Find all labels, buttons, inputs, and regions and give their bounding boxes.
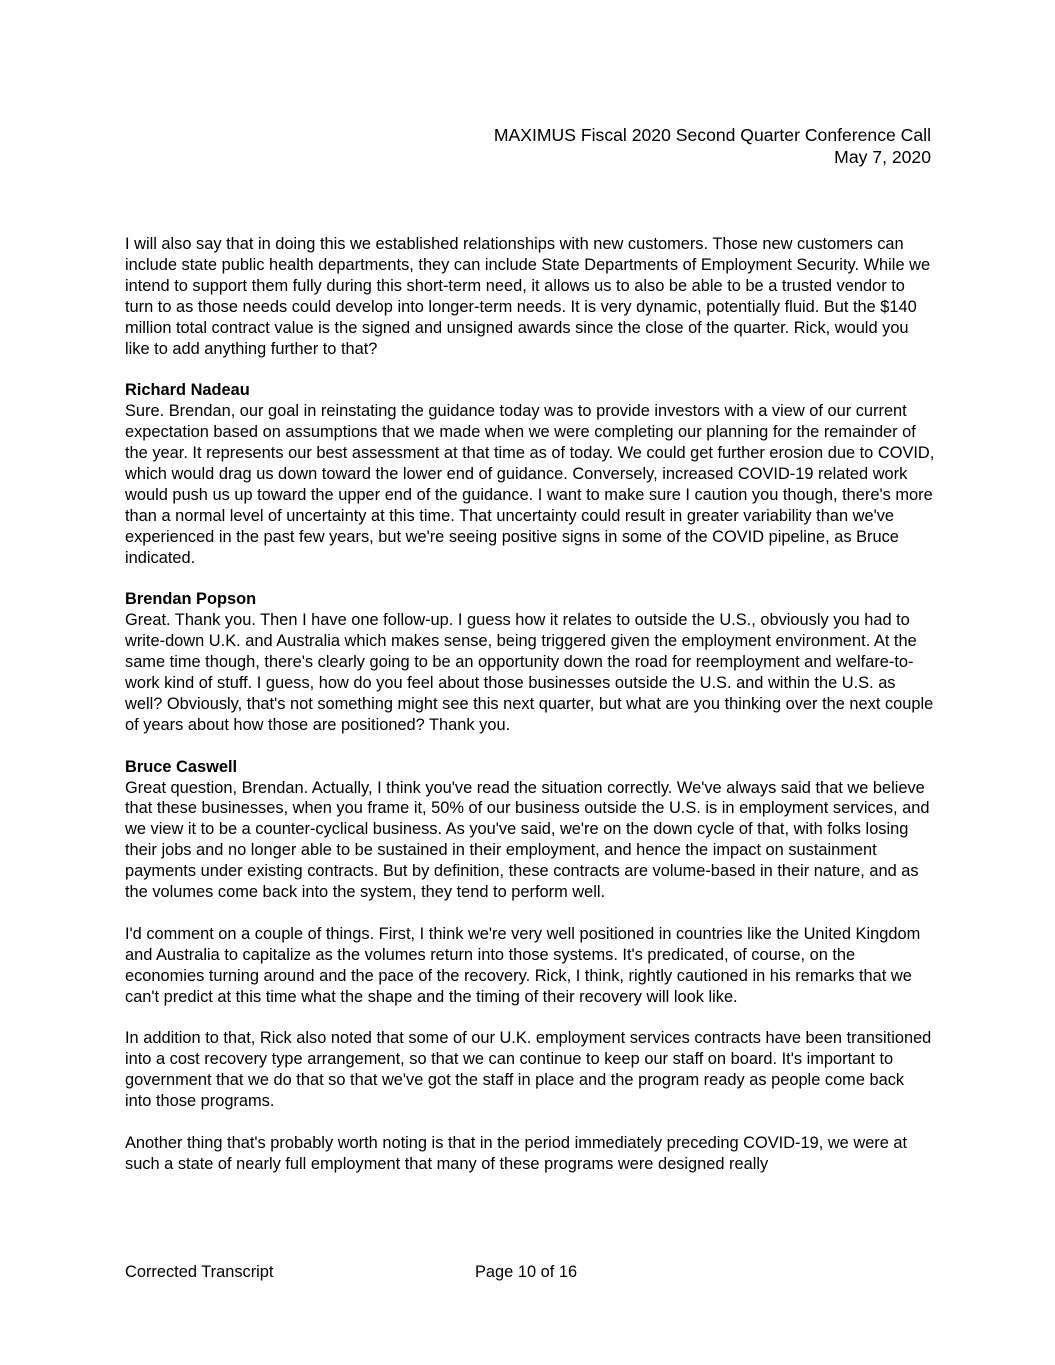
speaker-block: [125, 757, 935, 903]
paragraph: Another thing that's probably worth noting is that in the period immediately preceding COVID-19, we were at such a state of nearly full employment that many of these programs were designed really: [125, 1133, 908, 1173]
paragraph: In addition to that, Rick also noted that some of our U.K. employment services contracts have been transitioned into a cost recovery type arrangement, so that we can continue to keep our staff on board. It's important to government that we do that so that we've got the staff in place and the program ready as people come back into those programs.: [125, 1029, 932, 1111]
page-header: [494, 124, 931, 168]
speaker-block: [125, 380, 935, 568]
paragraph: I will also say that in doing this we established relationships with new customers. Those new customers can include state public health departments, they can include State Departments of Employment Security. While we intend to support them fully during this short-term need, it allows us to also be able to be a trusted vendor to turn to as those needs could develop into longer-term needs. It is very dynamic, potentially fluid. But the $140 million total contract value is the signed and unsigned awards since the close of the quarter. Rick, would you like to add anything further to that?: [125, 235, 931, 358]
speaker-text: Great question, Brendan. Actually, I think you've read the situation correctly. We've always said that we believe that these businesses, when you frame it, 50% of our business outside the U.S. is in employment services, and we view it to be a counter-cyclical business. As you've said, we're on the down cycle of that, with folks losing their jobs and no longer able to be sustained in their employment, and hence the impact on sustainment payments under existing contracts. But by definition, these contracts are volume-based in their nature, and as the volumes come back into the system, they tend to perform well.: [125, 778, 930, 902]
document-date: May 7, 2020: [834, 147, 931, 167]
footer-label: Corrected Transcript: [125, 1263, 274, 1281]
speaker-text: Sure. Brendan, our goal in reinstating the guidance today was to provide investors with a view of our current expectation based on assumptions that we made when we were completing our planning for the remainder of the year. It represents our best assessment at that time as of today. We could get further erosion due to COVID, which would drag us down toward the lower end of guidance. Conversely, increased COVID-19 related work would push us up toward the upper end of the guidance. I want to make sure I caution you though, there's more than a normal level of uncertainty at this time. That uncertainty could result in greater variability than we've experienced in the past few years, but we're seeing positive signs in some of the COVID pipeline, as Bruce indicated.: [125, 402, 935, 567]
paragraph: I'd comment on a couple of things. First, I think we're very well positioned in countries like the United Kingdom and Australia to capitalize as the volumes return into those systems. It's predicated, of course, on the economies turning around and the pace of the recovery. Rick, I think, rightly cautioned in his remarks that we can't predict at this time what the shape and the timing of their recovery will look like.: [125, 924, 921, 1006]
speaker-name: Brendan Popson: [125, 590, 257, 609]
speaker-block: [125, 589, 935, 735]
document-title: MAXIMUS Fiscal 2020 Second Quarter Conference Call: [493, 125, 931, 145]
transcript-body: [125, 234, 935, 1196]
speaker-text: Great. Thank you. Then I have one follow-up. I guess how it relates to outside the U.S., obviously you had to write-down U.K. and Australia which makes sense, being triggered given the employment environment. At the same time though, there's clearly going to be an opportunity down the road for reemployment and welfare-to-work kind of stuff. I guess, how do you feel about those businesses outside the U.S. and within the U.S. as well? Obviously, that's not something might see this next quarter, but what are you thinking over the next couple of years about how those are positioned? Thank you.: [125, 611, 934, 734]
speaker-name: Bruce Caswell: [125, 757, 238, 776]
speaker-name: Richard Nadeau: [125, 381, 250, 400]
page-number: Page 10 of 16: [475, 1263, 578, 1281]
